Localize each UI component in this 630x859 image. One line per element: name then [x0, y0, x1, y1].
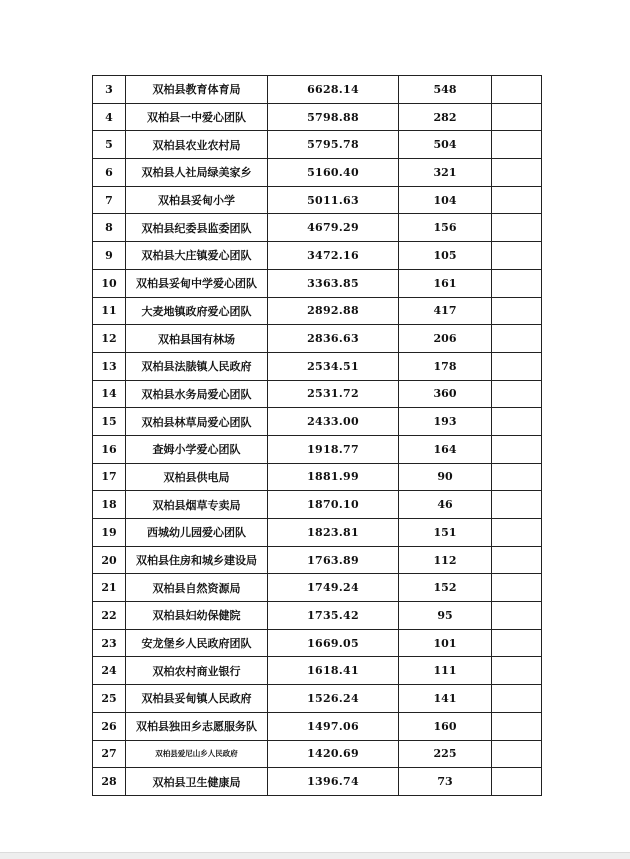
- organization-name-cell: 双柏县爱尼山乡人民政府: [126, 740, 268, 768]
- empty-cell: [492, 325, 542, 353]
- amount-cell: 2836.63: [268, 325, 399, 353]
- row-number-cell: 12: [93, 325, 126, 353]
- empty-cell: [492, 685, 542, 713]
- page-bottom-edge: [0, 852, 630, 859]
- amount-cell: 1669.05: [268, 629, 399, 657]
- amount-cell: 1823.81: [268, 519, 399, 547]
- count-cell: 161: [399, 269, 492, 297]
- row-number-cell: 9: [93, 242, 126, 270]
- amount-cell: 1526.24: [268, 685, 399, 713]
- row-number-cell: 23: [93, 629, 126, 657]
- row-number-cell: 11: [93, 297, 126, 325]
- amount-cell: 1881.99: [268, 463, 399, 491]
- organization-name-cell: 双柏县住房和城乡建设局: [126, 546, 268, 574]
- table-row: [93, 214, 542, 242]
- table-row: [93, 408, 542, 436]
- row-number-cell: 20: [93, 546, 126, 574]
- table-row: [93, 269, 542, 297]
- amount-cell: 5798.88: [268, 103, 399, 131]
- count-cell: 111: [399, 657, 492, 685]
- row-number-cell: 19: [93, 519, 126, 547]
- table-row: [93, 159, 542, 187]
- count-cell: 225: [399, 740, 492, 768]
- table-body: [93, 76, 542, 796]
- empty-cell: [492, 186, 542, 214]
- amount-cell: 1618.41: [268, 657, 399, 685]
- empty-cell: [492, 435, 542, 463]
- ranking-table: [92, 75, 542, 796]
- organization-name-cell: 双柏县水务局爱心团队: [126, 380, 268, 408]
- amount-cell: 1735.42: [268, 602, 399, 630]
- count-cell: 156: [399, 214, 492, 242]
- row-number-cell: 4: [93, 103, 126, 131]
- row-number-cell: 27: [93, 740, 126, 768]
- empty-cell: [492, 408, 542, 436]
- row-number-cell: 28: [93, 768, 126, 796]
- count-cell: 105: [399, 242, 492, 270]
- empty-cell: [492, 297, 542, 325]
- empty-cell: [492, 657, 542, 685]
- row-number-cell: 24: [93, 657, 126, 685]
- table-row: [93, 463, 542, 491]
- count-cell: 101: [399, 629, 492, 657]
- count-cell: 417: [399, 297, 492, 325]
- table-row: [93, 103, 542, 131]
- count-cell: 360: [399, 380, 492, 408]
- empty-cell: [492, 491, 542, 519]
- count-cell: 193: [399, 408, 492, 436]
- row-number-cell: 21: [93, 574, 126, 602]
- amount-cell: 2433.00: [268, 408, 399, 436]
- amount-cell: 6628.14: [268, 76, 399, 104]
- row-number-cell: 8: [93, 214, 126, 242]
- amount-cell: 1396.74: [268, 768, 399, 796]
- organization-name-cell: 双柏县妥甸镇人民政府: [126, 685, 268, 713]
- empty-cell: [492, 740, 542, 768]
- count-cell: 206: [399, 325, 492, 353]
- amount-cell: 1870.10: [268, 491, 399, 519]
- organization-name-cell: 双柏县农业农村局: [126, 131, 268, 159]
- organization-name-cell: 大麦地镇政府爱心团队: [126, 297, 268, 325]
- row-number-cell: 14: [93, 380, 126, 408]
- row-number-cell: 22: [93, 602, 126, 630]
- organization-name-cell: 双柏县妥甸中学爱心团队: [126, 269, 268, 297]
- amount-cell: 3472.16: [268, 242, 399, 270]
- organization-name-cell: 双柏县国有林场: [126, 325, 268, 353]
- organization-name-cell: 双柏县卫生健康局: [126, 768, 268, 796]
- organization-name-cell: 双柏县独田乡志愿服务队: [126, 712, 268, 740]
- table-row: [93, 519, 542, 547]
- amount-cell: 5160.40: [268, 159, 399, 187]
- empty-cell: [492, 269, 542, 297]
- row-number-cell: 15: [93, 408, 126, 436]
- amount-cell: 2534.51: [268, 352, 399, 380]
- count-cell: 504: [399, 131, 492, 159]
- count-cell: 164: [399, 435, 492, 463]
- amount-cell: 1763.89: [268, 546, 399, 574]
- empty-cell: [492, 519, 542, 547]
- table-row: [93, 352, 542, 380]
- count-cell: 46: [399, 491, 492, 519]
- empty-cell: [492, 242, 542, 270]
- table-row: [93, 186, 542, 214]
- table-row: [93, 602, 542, 630]
- count-cell: 152: [399, 574, 492, 602]
- empty-cell: [492, 629, 542, 657]
- organization-name-cell: 双柏县纪委县监委团队: [126, 214, 268, 242]
- row-number-cell: 17: [93, 463, 126, 491]
- empty-cell: [492, 602, 542, 630]
- organization-name-cell: 双柏县大庄镇爱心团队: [126, 242, 268, 270]
- organization-name-cell: 双柏县自然资源局: [126, 574, 268, 602]
- organization-name-cell: 双柏县妇幼保健院: [126, 602, 268, 630]
- table-row: [93, 685, 542, 713]
- amount-cell: 5011.63: [268, 186, 399, 214]
- table-row: [93, 574, 542, 602]
- empty-cell: [492, 463, 542, 491]
- empty-cell: [492, 352, 542, 380]
- amount-cell: 5795.78: [268, 131, 399, 159]
- organization-name-cell: 安龙堡乡人民政府团队: [126, 629, 268, 657]
- row-number-cell: 13: [93, 352, 126, 380]
- table-row: [93, 380, 542, 408]
- empty-cell: [492, 159, 542, 187]
- table-row: [93, 325, 542, 353]
- organization-name-cell: 西城幼儿园爱心团队: [126, 519, 268, 547]
- amount-cell: 1420.69: [268, 740, 399, 768]
- organization-name-cell: 双柏县妥甸小学: [126, 186, 268, 214]
- count-cell: 548: [399, 76, 492, 104]
- table-row: [93, 712, 542, 740]
- organization-name-cell: 查姆小学爱心团队: [126, 435, 268, 463]
- count-cell: 73: [399, 768, 492, 796]
- amount-cell: 2531.72: [268, 380, 399, 408]
- count-cell: 178: [399, 352, 492, 380]
- empty-cell: [492, 103, 542, 131]
- row-number-cell: 26: [93, 712, 126, 740]
- row-number-cell: 6: [93, 159, 126, 187]
- count-cell: 282: [399, 103, 492, 131]
- row-number-cell: 5: [93, 131, 126, 159]
- table-row: [93, 297, 542, 325]
- table-row: [93, 131, 542, 159]
- organization-name-cell: 双柏县人社局绿美家乡: [126, 159, 268, 187]
- organization-name-cell: 双柏县教育体育局: [126, 76, 268, 104]
- table-row: [93, 546, 542, 574]
- count-cell: 321: [399, 159, 492, 187]
- organization-name-cell: 双柏县一中爱心团队: [126, 103, 268, 131]
- table-row: [93, 768, 542, 796]
- table-row: [93, 242, 542, 270]
- amount-cell: 4679.29: [268, 214, 399, 242]
- row-number-cell: 18: [93, 491, 126, 519]
- table-row: [93, 76, 542, 104]
- empty-cell: [492, 76, 542, 104]
- amount-cell: 1749.24: [268, 574, 399, 602]
- table-row: [93, 435, 542, 463]
- amount-cell: 1497.06: [268, 712, 399, 740]
- amount-cell: 2892.88: [268, 297, 399, 325]
- count-cell: 151: [399, 519, 492, 547]
- table-row: [93, 491, 542, 519]
- row-number-cell: 7: [93, 186, 126, 214]
- row-number-cell: 25: [93, 685, 126, 713]
- empty-cell: [492, 546, 542, 574]
- row-number-cell: 10: [93, 269, 126, 297]
- amount-cell: 1918.77: [268, 435, 399, 463]
- empty-cell: [492, 214, 542, 242]
- row-number-cell: 16: [93, 435, 126, 463]
- count-cell: 112: [399, 546, 492, 574]
- organization-name-cell: 双柏县法脿镇人民政府: [126, 352, 268, 380]
- organization-name-cell: 双柏县供电局: [126, 463, 268, 491]
- count-cell: 104: [399, 186, 492, 214]
- empty-cell: [492, 712, 542, 740]
- empty-cell: [492, 131, 542, 159]
- count-cell: 95: [399, 602, 492, 630]
- empty-cell: [492, 574, 542, 602]
- count-cell: 160: [399, 712, 492, 740]
- count-cell: 141: [399, 685, 492, 713]
- count-cell: 90: [399, 463, 492, 491]
- table-row: [93, 657, 542, 685]
- organization-name-cell: 双柏农村商业银行: [126, 657, 268, 685]
- empty-cell: [492, 380, 542, 408]
- table-row: [93, 740, 542, 768]
- empty-cell: [492, 768, 542, 796]
- amount-cell: 3363.85: [268, 269, 399, 297]
- table-row: [93, 629, 542, 657]
- organization-name-cell: 双柏县林草局爱心团队: [126, 408, 268, 436]
- row-number-cell: 3: [93, 76, 126, 104]
- organization-name-cell: 双柏县烟草专卖局: [126, 491, 268, 519]
